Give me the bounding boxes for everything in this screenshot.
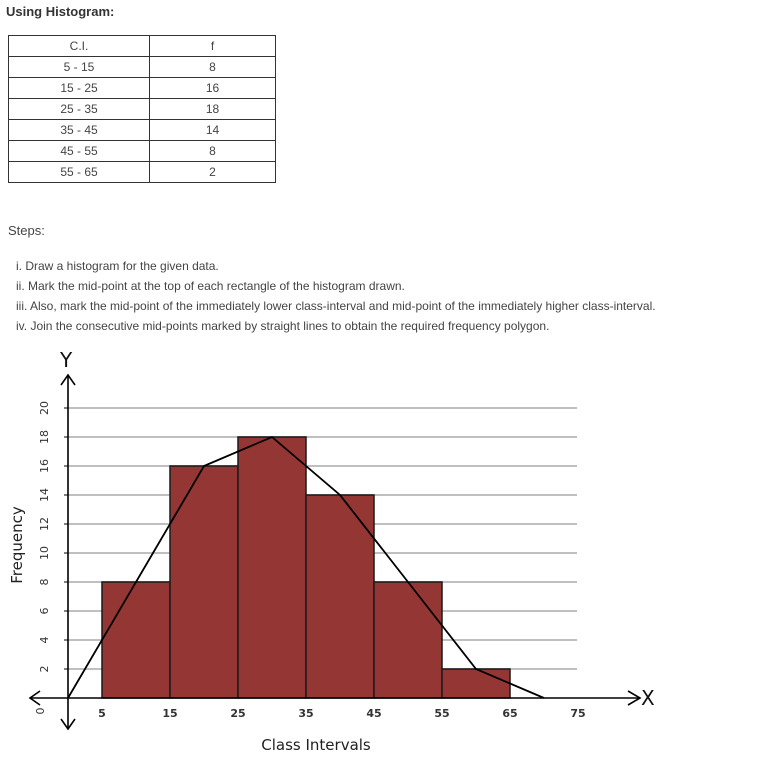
y-tick-label: 20 (37, 401, 51, 415)
origin-label: 0 (34, 707, 47, 715)
y-tick-label: 18 (37, 430, 51, 444)
histogram-bar-25-35 (238, 437, 306, 698)
x-tick-label: 55 (434, 707, 450, 720)
y-tick-label: 4 (37, 636, 51, 644)
y-tick-label: 10 (37, 546, 51, 560)
step-item: ii. Mark the mid-point at the top of each rectangle of the histogram drawn. (16, 279, 405, 293)
steps-list (16, 256, 656, 336)
x-axis-title: Class Intervals (261, 736, 371, 754)
x-tick-label: 65 (502, 707, 518, 720)
table-header-class-interval: C.I. (9, 36, 150, 57)
histogram-chart (0, 345, 768, 757)
table-cell-frequency: 8 (150, 141, 276, 162)
y-tick-label: 8 (37, 578, 51, 586)
table-cell-interval: 35 - 45 (9, 120, 150, 141)
table-cell-interval: 25 - 35 (9, 99, 150, 120)
table-header-frequency: f (150, 36, 276, 57)
table-header-row (9, 36, 276, 57)
step-item: iv. Join the consecutive mid-points marked by straight lines to obtain the required frequency polygon. (16, 319, 550, 333)
steps-title: Steps: (8, 223, 45, 238)
table-row (9, 120, 276, 141)
table-cell-frequency: 14 (150, 120, 276, 141)
histogram-bar-15-25 (170, 466, 238, 698)
y-tick-label: 14 (37, 488, 51, 502)
table-cell-frequency: 18 (150, 99, 276, 120)
table-row (9, 57, 276, 78)
x-axis-letter: X (641, 686, 655, 710)
table-cell-interval: 5 - 15 (9, 57, 150, 78)
table-cell-frequency: 8 (150, 57, 276, 78)
x-tick-label: 15 (162, 707, 178, 720)
frequency-table (8, 35, 276, 183)
table-cell-interval: 15 - 25 (9, 78, 150, 99)
histogram-bar-45-55 (374, 582, 442, 698)
y-tick-label: 12 (37, 517, 51, 531)
y-tick-label: 6 (37, 607, 51, 615)
x-tick-label: 35 (298, 707, 314, 720)
histogram-bars (102, 437, 510, 698)
x-tick-label: 75 (570, 707, 586, 720)
y-tick-label: 16 (37, 459, 51, 473)
y-tick-label: 2 (37, 665, 51, 673)
table-row (9, 162, 276, 183)
table-row (9, 99, 276, 120)
table-row (9, 78, 276, 99)
x-tick-label: 25 (230, 707, 246, 720)
y-axis-title: Frequency (8, 506, 26, 584)
y-axis-letter: Y (60, 348, 73, 372)
step-item: i. Draw a histogram for the given data. (16, 259, 219, 273)
table-cell-frequency: 16 (150, 78, 276, 99)
page-heading: Using Histogram: (6, 4, 115, 19)
x-tick-label: 45 (366, 707, 382, 720)
table-cell-interval: 45 - 55 (9, 141, 150, 162)
table-row (9, 141, 276, 162)
x-tick-label: 5 (98, 707, 106, 720)
step-item: iii. Also, mark the mid-point of the immediately lower class-interval and mid-point of the immediately higher class-interval. (16, 299, 656, 313)
table-cell-interval: 55 - 65 (9, 162, 150, 183)
histogram-bar-5-15 (102, 582, 170, 698)
table-cell-frequency: 2 (150, 162, 276, 183)
histogram-bar-55-65 (442, 669, 510, 698)
